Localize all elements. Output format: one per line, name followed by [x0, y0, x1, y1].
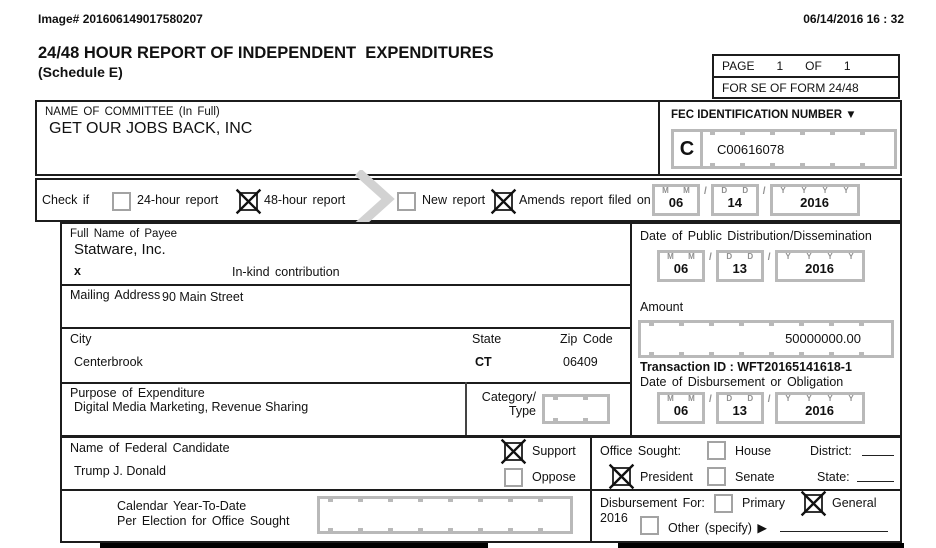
form-use-label: FOR SE OF FORM 24/48	[722, 80, 859, 95]
distribution-date[interactable]	[657, 250, 865, 282]
checkbox-primary[interactable]	[714, 494, 733, 513]
inkind-label: In-kind contribution	[232, 265, 340, 279]
other-specify-label: Other (specify) ▶	[668, 521, 768, 535]
district-input[interactable]	[862, 455, 894, 456]
checkbox-other[interactable]	[640, 516, 659, 535]
date-mm-field[interactable]: M M 06	[657, 392, 705, 424]
date-slash: /	[767, 394, 771, 405]
of-label: OF	[805, 59, 822, 73]
oppose-label: Oppose	[532, 470, 576, 484]
category-type-field[interactable]	[542, 394, 610, 424]
date-slash: /	[709, 394, 712, 405]
comb-ticks	[710, 163, 886, 166]
checkbox-president[interactable]	[612, 467, 631, 486]
next-section-edge	[618, 543, 904, 548]
date-dd-field[interactable]: D D 13	[716, 250, 764, 282]
row-divider	[62, 382, 630, 384]
date-dd-value: 14	[727, 195, 743, 210]
row-divider	[62, 284, 630, 286]
checkbox-general[interactable]	[804, 494, 823, 513]
support-label: Support	[532, 444, 576, 458]
row-divider	[62, 327, 630, 329]
committee-box	[35, 100, 902, 176]
image-number: Image# 201606149017580207	[38, 12, 203, 26]
date-mm-field[interactable]: M M 06	[652, 184, 700, 216]
checkbox-amends-report[interactable]	[494, 192, 513, 211]
category-type-label: Category/ Type	[481, 390, 536, 418]
office-state-label: State:	[817, 470, 850, 484]
comb-ticks	[710, 132, 886, 135]
mailing-address-value[interactable]: 90 Main Street	[162, 290, 244, 304]
zip-value[interactable]: 06409	[563, 355, 598, 369]
date-yyyy-value: 2016	[800, 195, 830, 210]
page-total: 1	[843, 59, 851, 73]
committee-name-value[interactable]: GET OUR JOBS BACK, INC	[49, 120, 253, 137]
report-timestamp: 06/14/2016 16 : 32	[803, 12, 904, 26]
office-divider	[590, 435, 592, 541]
date-yyyy-field[interactable]: Y Y Y Y 2016	[775, 392, 865, 424]
calendar-ytd-label: Calendar Year-To-Date Per Election for Office Sought	[117, 499, 290, 528]
candidate-name-value[interactable]: Trump J. Donald	[74, 464, 166, 478]
checkbox-senate[interactable]	[707, 467, 726, 486]
fec-id-prefix: C	[674, 132, 703, 166]
amount-value: 50000000.00	[785, 331, 861, 346]
expenditure-table	[60, 222, 902, 543]
label-24-hour-report: 24-hour report	[137, 193, 219, 207]
category-divider	[465, 382, 467, 435]
date-slash: /	[704, 186, 707, 197]
senate-label: Senate	[735, 470, 775, 484]
state-value[interactable]: CT	[475, 355, 492, 369]
committee-name-label: NAME OF COMMITTEE (In Full)	[45, 106, 220, 118]
zip-label: Zip Code	[560, 332, 613, 346]
inkind-mark[interactable]: x	[74, 264, 81, 278]
checkbox-house[interactable]	[707, 441, 726, 460]
page-info-row	[714, 56, 898, 78]
disbursement-date-label: Date of Disbursement or Obligation	[640, 375, 844, 389]
fec-id-cell	[658, 102, 902, 174]
page-info-box	[712, 54, 900, 99]
amount-label: Amount	[640, 300, 684, 314]
row-divider	[62, 435, 900, 438]
checkbox-support[interactable]	[504, 442, 523, 461]
form-title: 24/48 HOUR REPORT OF INDEPENDENT EXPENDITURES	[38, 44, 494, 62]
date-dd-field[interactable]: D D 13	[716, 392, 764, 424]
office-sought-label: Office Sought:	[600, 444, 681, 458]
report-type-row	[35, 178, 902, 222]
purpose-label: Purpose of Expenditure	[70, 386, 205, 400]
house-label: House	[735, 444, 772, 458]
checkbox-48-hour-report[interactable]	[239, 192, 258, 211]
calendar-ytd-field[interactable]	[317, 496, 573, 534]
fec-id-field[interactable]	[671, 129, 897, 169]
label-new-report: New report	[422, 193, 486, 207]
chevron-divider-icon	[355, 170, 397, 228]
label-amends-report: Amends report filed on	[519, 193, 651, 207]
disbursement-year: 2016	[600, 511, 628, 525]
district-label: District:	[810, 444, 852, 458]
row-divider	[62, 489, 900, 491]
next-section-edge	[100, 543, 488, 548]
date-slash: /	[709, 252, 712, 263]
mailing-address-label: Mailing Address	[70, 288, 161, 302]
city-value[interactable]: Centerbrook	[74, 355, 143, 369]
transaction-id: Transaction ID : WFT20165141618-1	[640, 360, 852, 374]
candidate-name-label: Name of Federal Candidate	[70, 441, 230, 455]
payee-name-value[interactable]: Statware, Inc.	[74, 241, 166, 258]
checkbox-24-hour-report[interactable]	[112, 192, 131, 211]
checkbox-new-report[interactable]	[397, 192, 416, 211]
state-label: State	[472, 332, 502, 346]
date-slash: /	[767, 252, 771, 263]
check-if-label: Check if	[42, 193, 90, 207]
page-number: 1	[776, 59, 784, 73]
primary-label: Primary	[742, 496, 786, 510]
general-label: General	[832, 496, 877, 510]
page-label: PAGE	[722, 59, 755, 73]
fec-id-value: C00616078	[717, 141, 785, 157]
disbursement-date[interactable]	[657, 392, 865, 424]
date-yyyy-field[interactable]: Y Y Y Y 2016	[775, 250, 865, 282]
city-label: City	[70, 332, 92, 346]
date-slash: /	[762, 186, 766, 197]
label-48-hour-report: 48-hour report	[264, 193, 346, 207]
fec-id-label: FEC IDENTIFICATION NUMBER ▼	[671, 109, 857, 121]
amount-field[interactable]	[638, 320, 894, 358]
column-divider	[630, 224, 632, 435]
distribution-date-label: Date of Public Distribution/Dissemination	[640, 229, 872, 243]
office-state-input[interactable]	[857, 481, 894, 482]
checkbox-oppose[interactable]	[504, 468, 523, 487]
other-specify-input[interactable]	[780, 531, 888, 532]
president-label: President	[640, 470, 693, 484]
date-mm-field[interactable]: M M 06	[657, 250, 705, 282]
form-subtitle: (Schedule E)	[38, 64, 123, 80]
date-dd-field[interactable]: D D 14	[711, 184, 759, 216]
disbursement-for-label: Disbursement For:	[600, 496, 705, 510]
date-mm-value: 06	[668, 195, 684, 210]
purpose-value[interactable]: Digital Media Marketing, Revenue Sharing	[74, 400, 309, 414]
payee-name-label: Full Name of Payee	[70, 228, 177, 240]
date-yyyy-field[interactable]: Y Y Y Y 2016	[770, 184, 860, 216]
amended-report-date[interactable]	[652, 184, 860, 216]
